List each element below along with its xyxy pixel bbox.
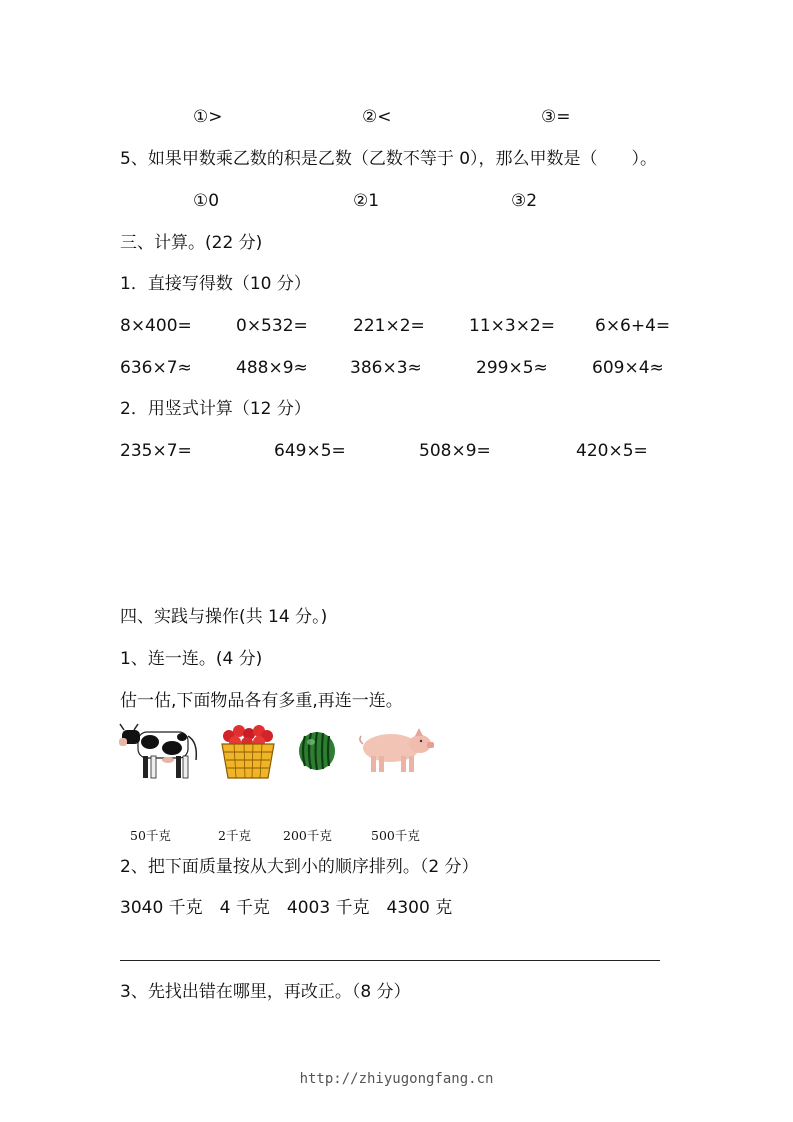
q5-option-3: ③2 [511, 191, 538, 211]
section4-q1-title: 1、连一连。(4 分) [120, 649, 263, 669]
calc-r1-4: 11×3×2= [469, 316, 555, 336]
calc-r2-2: 488×9≈ [236, 358, 308, 378]
calc-r1-2: 0×532= [236, 316, 308, 336]
section4-q2-values: 3040 千克 4 千克 4003 千克 4300 克 [120, 898, 453, 918]
section3-title: 三、计算。(22 分) [120, 233, 263, 253]
section4-q2-title: 2、把下面质量按从大到小的顺序排列。（2 分） [120, 857, 479, 877]
q5-option-2: ②1 [353, 191, 380, 211]
q4-option-1: ①> [193, 107, 223, 127]
calc-r1-1: 8×400= [120, 316, 192, 336]
section4-title: 四、实践与操作(共 14 分。) [120, 607, 328, 627]
vertical-calc-4: 420×5= [576, 441, 648, 461]
calc-r1-5: 6×6+4= [595, 316, 671, 336]
calc-r2-1: 636×7≈ [120, 358, 192, 378]
vertical-calc-1: 235×7= [120, 441, 192, 461]
calc-r2-5: 609×4≈ [592, 358, 664, 378]
pig-image [357, 726, 435, 774]
cow-image [118, 720, 202, 782]
watermelon-image [297, 730, 337, 772]
weight-label-2: 2千克 [218, 828, 251, 843]
weight-label-3: 200千克 [283, 828, 332, 843]
q5-option-1: ①0 [193, 191, 220, 211]
section3-sub1-title: 1．直接写得数（10 分） [120, 274, 311, 294]
section3-sub2-title: 2．用竖式计算（12 分） [120, 399, 311, 419]
section4-q1-instruction: 估一估,下面物品各有多重,再连一连。 [120, 691, 403, 711]
weight-label-4: 500千克 [371, 828, 420, 843]
footer-url: http://zhiyugongfang.cn [299, 1071, 494, 1087]
vertical-calc-2: 649×5= [274, 441, 346, 461]
q4-option-3: ③= [541, 107, 571, 127]
calc-r1-3: 221×2= [353, 316, 425, 336]
calc-r2-3: 386×3≈ [350, 358, 422, 378]
answer-line [120, 960, 660, 961]
vertical-calc-3: 508×9= [419, 441, 491, 461]
section4-q3-title: 3、先找出错在哪里，再改正。（8 分） [120, 982, 411, 1002]
q4-option-2: ②< [362, 107, 392, 127]
weight-label-1: 50千克 [130, 828, 171, 843]
calc-r2-4: 299×5≈ [476, 358, 548, 378]
apple-basket-image [219, 722, 277, 782]
q5-text: 5、如果甲数乘乙数的积是乙数（乙数不等于 0），那么甲数是（ ）。 [120, 149, 658, 169]
